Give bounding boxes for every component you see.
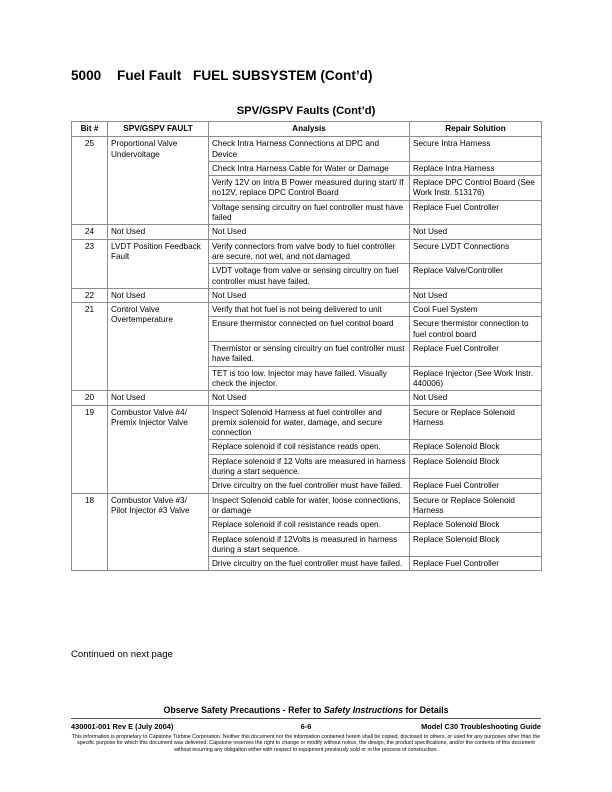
- table-row: [72, 391, 542, 405]
- repair-solution-cell: Secure Intra Harness: [410, 137, 542, 162]
- bit-number-cell: 21: [72, 303, 108, 391]
- analysis-cell: Check Intra Harness Cable for Water or Damage: [209, 161, 410, 175]
- header-row: [72, 122, 542, 137]
- analysis-cell: Replace solenoid if coil resistance reads open.: [209, 518, 410, 532]
- bit-number-cell: 23: [72, 239, 108, 288]
- analysis-cell: Check Intra Harness Connections at DPC and Device: [209, 137, 410, 162]
- bit-number-cell: 25: [72, 137, 108, 225]
- analysis-cell: Ensure thermistor connected on fuel control board: [209, 317, 410, 342]
- table-title: SPV/GSPV Faults (Cont’d): [236, 105, 376, 117]
- footer-guide-title: Model C30 Troubleshooting Guide: [421, 722, 541, 731]
- table-row: [72, 493, 542, 518]
- footer-page-number: 6-6: [300, 722, 312, 731]
- fault-name-cell: Combustor Valve #3/ Pilot Injector #3 Valve: [108, 493, 209, 571]
- column-header-fault: SPV/GSPV FAULT: [108, 122, 209, 137]
- analysis-cell: TET is too low. Injector may have failed. Visually check the injector.: [209, 366, 410, 391]
- analysis-cell: Drive circuitry on the fuel controller must have failed.: [209, 557, 410, 571]
- fault-name-cell: Not Used: [108, 225, 209, 239]
- table-row: [72, 288, 542, 302]
- analysis-cell: Verify 12V on Intra B Power measured during start/ If no12V, replace DPC Control Board: [209, 176, 410, 201]
- analysis-cell: Replace solenoid if 12 Volts are measured in harness during a start sequence.: [209, 454, 410, 479]
- analysis-cell: Inspect Solenoid Harness at fuel controller and premix solenoid for water, damage, and secure connection: [209, 405, 410, 440]
- repair-solution-cell: Replace DPC Control Board (See Work Instr. 513176): [410, 176, 542, 201]
- continued-note: Continued on next page: [71, 649, 173, 660]
- bit-number-cell: 19: [72, 405, 108, 493]
- table-row: [72, 239, 542, 264]
- repair-solution-cell: Replace Solenoid Block: [410, 532, 542, 557]
- column-header-repair: Repair Solution: [410, 122, 542, 137]
- column-header-bit: Bit #: [72, 122, 108, 137]
- repair-solution-cell: Secure or Replace Solenoid Harness: [410, 493, 542, 518]
- table-row: [72, 225, 542, 239]
- safety-emphasis: Safety Instructions: [323, 705, 404, 715]
- fault-name-cell: LVDT Position Feedback Fault: [108, 239, 209, 288]
- repair-solution-cell: Replace Solenoid Block: [410, 454, 542, 479]
- repair-solution-cell: Replace Fuel Controller: [410, 479, 542, 493]
- repair-solution-cell: Secure thermistor connection to fuel control board: [410, 317, 542, 342]
- analysis-cell: Inspect Solenoid cable for water, loose connections, or damage: [209, 493, 410, 518]
- fault-name-cell: Not Used: [108, 288, 209, 302]
- analysis-cell: Not Used: [209, 225, 410, 239]
- analysis-cell: Not Used: [209, 391, 410, 405]
- analysis-cell: Voltage sensing circuitry on fuel controller must have failed: [209, 200, 410, 225]
- safety-notice: [0, 705, 612, 715]
- repair-solution-cell: Replace Injector (See Work Instr. 440006): [410, 366, 542, 391]
- bit-number-cell: 18: [72, 493, 108, 571]
- footer-disclaimer: This information is proprietary to Capstone Turbine Corporation. Neither this document nor the information contained herein shall be copied, disclosed to others, or used for any purposes other than the specific purpose for which this document was delivered. Capstone reserves the right to change or modify without notice, the design, the product specifications, and/or the contents of this document without incurring any obligation either with respect to equipment previously sold or in the process of construction.: [71, 734, 541, 753]
- bit-number-cell: 22: [72, 288, 108, 302]
- analysis-cell: Not Used: [209, 288, 410, 302]
- fault-name-cell: Not Used: [108, 391, 209, 405]
- fault-name-cell: Proportional Valve Undervoltage: [108, 137, 209, 225]
- bit-number-cell: 20: [72, 391, 108, 405]
- analysis-cell: Verify that hot fuel is not being delivered to unit: [209, 303, 410, 317]
- table-row: [72, 137, 542, 162]
- analysis-cell: LVDT voltage from valve or sensing circuitry on fuel controller must have failed.: [209, 264, 410, 289]
- repair-solution-cell: Replace Valve/Controller: [410, 264, 542, 289]
- table-row: [72, 303, 542, 317]
- fault-name-cell: Control Valve Overtemperature: [108, 303, 209, 391]
- repair-solution-cell: Not Used: [410, 288, 542, 302]
- safety-prefix: Observe Safety Precautions - Refer to: [163, 705, 324, 715]
- repair-solution-cell: Replace Fuel Controller: [410, 342, 542, 367]
- repair-solution-cell: Secure LVDT Connections: [410, 239, 542, 264]
- repair-solution-cell: Replace Solenoid Block: [410, 440, 542, 454]
- bit-number-cell: 24: [72, 225, 108, 239]
- footer-doc-id: 430001-001 Rev E (July 2004): [71, 722, 174, 731]
- page-heading: [71, 68, 373, 83]
- repair-solution-cell: Not Used: [410, 225, 542, 239]
- repair-solution-cell: Secure or Replace Solenoid Harness: [410, 405, 542, 440]
- analysis-cell: Verify connectors from valve body to fuel controller are secure, not wet, and not damaged: [209, 239, 410, 264]
- repair-solution-cell: Replace Fuel Controller: [410, 200, 542, 225]
- analysis-cell: Thermistor or sensing circuitry on fuel controller must have failed.: [209, 342, 410, 367]
- faults-table-body: [72, 137, 542, 571]
- section-name: Fuel Fault: [117, 68, 182, 83]
- repair-solution-cell: Replace Fuel Controller: [410, 557, 542, 571]
- analysis-cell: Replace solenoid if 12Volts is measured in harness during a start sequence.: [209, 532, 410, 557]
- fault-name-cell: Combustor Valve #4/ Premix Injector Valve: [108, 405, 209, 493]
- repair-solution-cell: Cool Fuel System: [410, 303, 542, 317]
- repair-solution-cell: Replace Intra Harness: [410, 161, 542, 175]
- column-header-analysis: Analysis: [209, 122, 410, 137]
- analysis-cell: Drive circuitry on the fuel controller must have failed.: [209, 479, 410, 493]
- faults-table: [71, 121, 542, 571]
- safety-suffix: for Details: [403, 705, 449, 715]
- repair-solution-cell: Replace Solenoid Block: [410, 518, 542, 532]
- footer-divider: [71, 718, 541, 719]
- section-number: 5000: [71, 68, 102, 83]
- repair-solution-cell: Not Used: [410, 391, 542, 405]
- subsystem-title: FUEL SUBSYSTEM (Cont’d): [193, 68, 373, 83]
- analysis-cell: Replace solenoid if coil resistance reads open.: [209, 440, 410, 454]
- table-row: [72, 405, 542, 440]
